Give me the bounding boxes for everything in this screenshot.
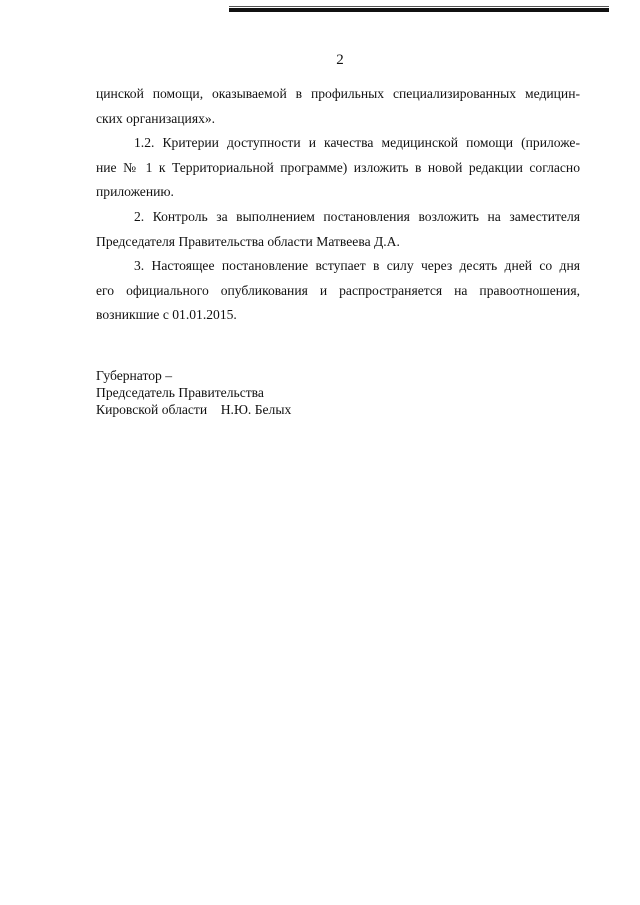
header-rule [229,8,609,12]
clause-1-2-line-2: ние № 1 к Территориальной программе) изложить в новой редакции согласно [96,159,580,175]
signature-title-line-1: Губернатор – [96,368,173,383]
clause-3-line-3: возникшие с 01.01.2015. [96,307,237,323]
clause-3-line-1: 3. Настоящее постановление вступает в силу через десять дней со дня [134,258,580,274]
document-body [96,82,580,328]
header-rule-thin [229,6,609,7]
signature-name-line: Кировской области Н.Ю. Белых [96,402,292,417]
body-line-2: ских организациях». [96,110,216,126]
signature-block [96,367,291,418]
page-number: 2 [336,52,344,68]
clause-1-2-line-1: 1.2. Критерии доступности и качества медицинской помощи (приложе- [134,135,580,151]
clause-1-2-line-3: приложению. [96,184,174,200]
body-line-1: цинской помощи, оказываемой в профильных специализированных медицин- [96,86,580,101]
clause-2-line-2: Председателя Правительства области Матвеева Д.А. [96,233,400,249]
signature-title-line-2: Председатель Правительства [96,385,264,400]
clause-2-line-1: 2. Контроль за выполнением постановления возложить на заместителя [134,208,580,224]
clause-3-line-2: его официального опубликования и распространяется на правоотношения, [96,282,580,298]
